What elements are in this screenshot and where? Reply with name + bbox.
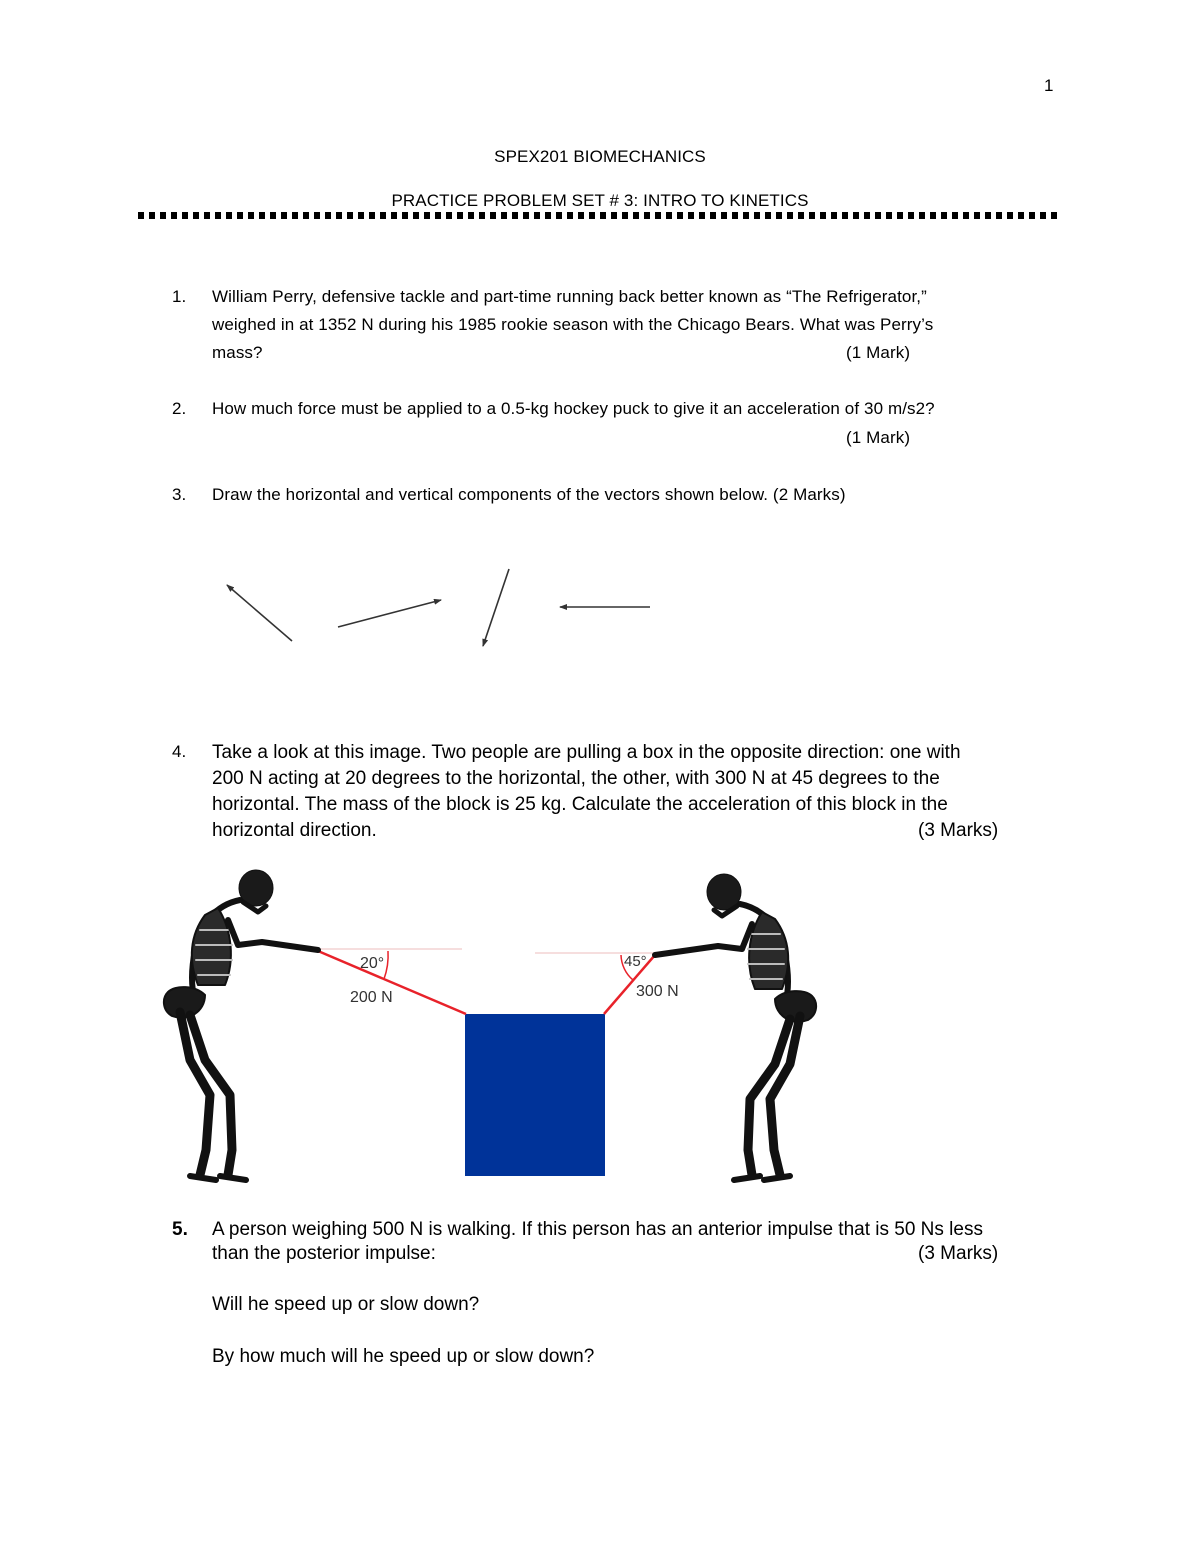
marks-label: (3 Marks) <box>918 1243 999 1264</box>
left-angle-label: 20° <box>360 955 385 972</box>
question-number: 3. <box>172 485 187 504</box>
page-number: 1 <box>1044 76 1054 95</box>
question-text-line: than the posterior impulse: <box>212 1243 436 1264</box>
question-text-line: horizontal. The mass of the block is 25 kg. Calculate the acceleration of this block in the <box>212 794 948 815</box>
problem-set-title: PRACTICE PROBLEM SET # 3: INTRO TO KINETICS <box>391 191 809 210</box>
question-text-line: weighed in at 1352 N during his 1985 rookie season with the Chicago Bears. What was Perry’s <box>212 315 934 334</box>
right-skeleton <box>655 874 816 1180</box>
question-text-line: 200 N acting at 20 degrees to the horizontal, the other, with 300 N at 45 degrees to the <box>212 768 940 789</box>
left-force-label: 200 N <box>350 989 393 1006</box>
sub-question: Will he speed up or slow down? <box>212 1294 480 1315</box>
question-text-line: William Perry, defensive tackle and part-time running back better known as “The Refrigerator,” <box>212 287 927 306</box>
question-number: 5. <box>172 1219 188 1240</box>
question-text-line: A person weighing 500 N is walking. If this person has an anterior impulse that is 50 Ns less <box>212 1219 983 1240</box>
tug-of-war-figure <box>150 868 840 1188</box>
vector-arrow-3 <box>483 569 509 646</box>
marks-label: (3 Marks) <box>918 820 999 841</box>
question-number: 4. <box>172 742 187 761</box>
question-text-line: mass? <box>212 343 263 362</box>
right-angle-label: 45° <box>624 953 647 970</box>
sub-question: By how much will he speed up or slow down? <box>212 1346 595 1367</box>
course-title: SPEX201 BIOMECHANICS <box>494 147 706 166</box>
right-force-label: 300 N <box>636 983 679 1000</box>
question-text-line: horizontal direction. <box>212 820 377 841</box>
left-angle-arc <box>384 951 388 979</box>
question-text-line: How much force must be applied to a 0.5-kg hockey puck to give it an acceleration of 30 m/s2? <box>212 399 935 418</box>
question-number: 1. <box>172 287 187 306</box>
left-skeleton <box>164 870 318 1180</box>
question-text-line: Draw the horizontal and vertical components of the vectors shown below. (2 Marks) <box>212 485 846 504</box>
marks-label: (1 Mark) <box>846 343 911 362</box>
vector-arrow-2 <box>338 600 441 627</box>
question-text-line: Take a look at this image. Two people are pulling a box in the opposite direction: one with <box>212 742 961 763</box>
box <box>465 1014 605 1176</box>
vector-arrow-1 <box>227 585 292 641</box>
question-number: 2. <box>172 399 187 418</box>
marks-label: (1 Mark) <box>846 428 911 447</box>
